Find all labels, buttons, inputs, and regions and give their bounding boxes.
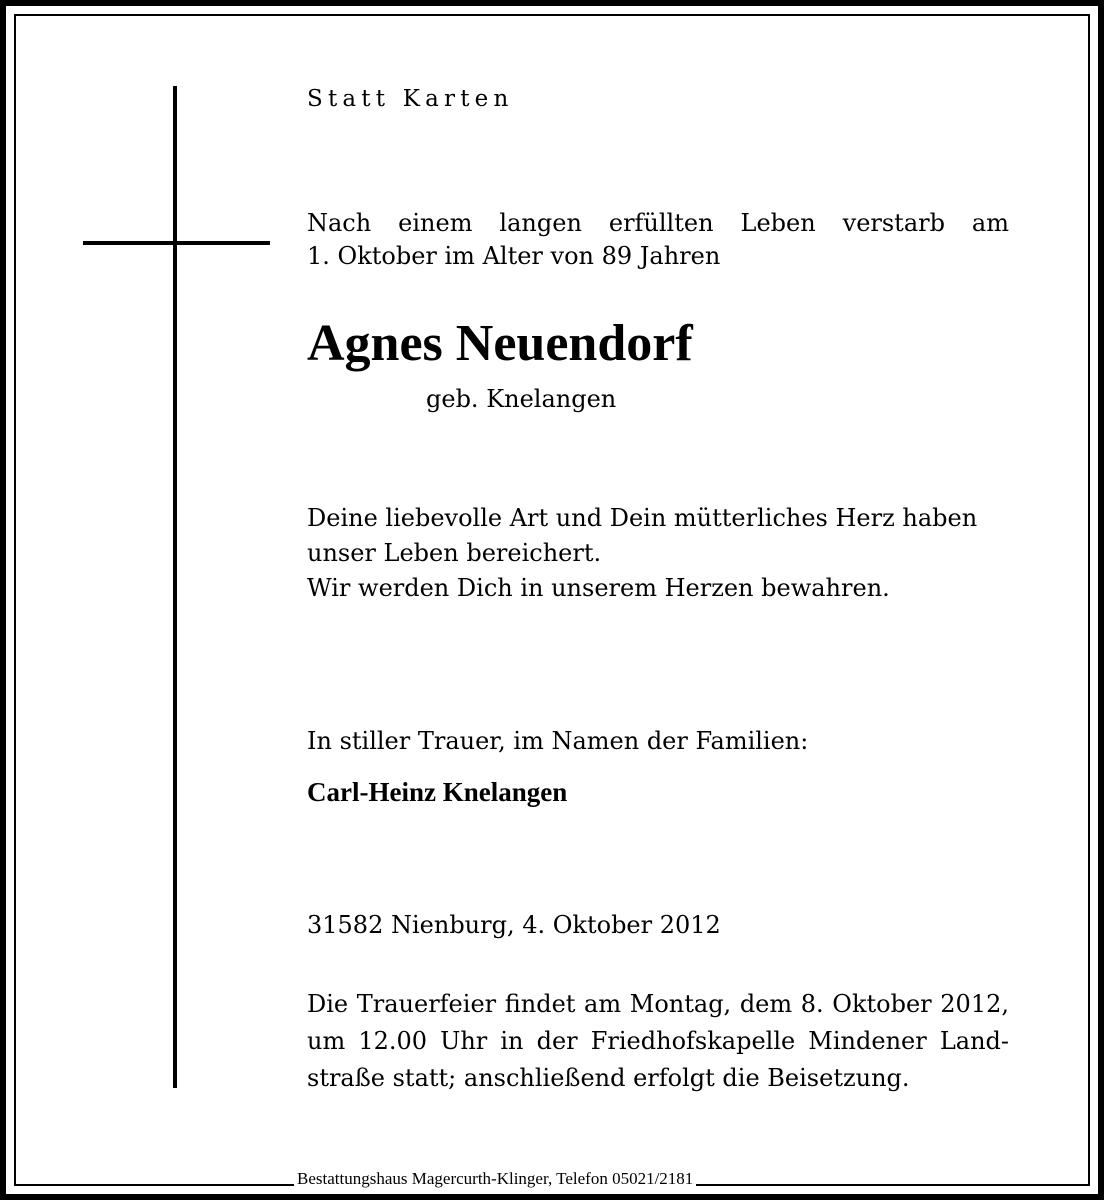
memorial-message [307, 501, 977, 606]
ceremony-line-1: Die Trauerfeier findet am Montag, dem 8. Oktober 2012, [307, 990, 1009, 1018]
ceremony-notice [307, 986, 1009, 1097]
statt-karten-heading: Statt Karten [307, 86, 514, 112]
mourning-intro: In stiller Trauer, im Namen der Familien: [307, 727, 809, 755]
message-line-3: Wir werden Dich in unserem Herzen bewahren. [307, 574, 890, 602]
place-and-date: 31582 Nienburg, 4. Oktober 2012 [307, 911, 721, 939]
mourner-name: Carl-Heinz Knelangen [307, 777, 568, 807]
funeral-home-footer: Bestattungshaus Magercurth-Klinger, Telefon 05021/2181 [294, 1168, 696, 1190]
cross-icon-horizontal-bar [83, 241, 270, 245]
message-line-1: Deine liebevolle Art und Dein mütterliches Herz haben [307, 504, 978, 532]
cross-icon-vertical-bar [173, 86, 177, 1088]
ceremony-line-3: straße statt; anschließend erfolgt die Beisetzung. [307, 1064, 910, 1092]
intro-line-2: 1. Oktober im Alter von 89 Jahren [307, 242, 721, 270]
message-line-2: unser Leben bereichert. [307, 539, 602, 567]
deceased-name: Agnes Neuendorf [307, 315, 693, 372]
intro-paragraph [307, 207, 1009, 273]
intro-line-1: Nach einem langen erfüllten Leben verstarb am [307, 209, 1009, 237]
birth-name: geb. Knelangen [426, 385, 617, 413]
ceremony-line-2: um 12.00 Uhr in der Friedhofskapelle Mindener Land- [307, 1027, 1009, 1055]
